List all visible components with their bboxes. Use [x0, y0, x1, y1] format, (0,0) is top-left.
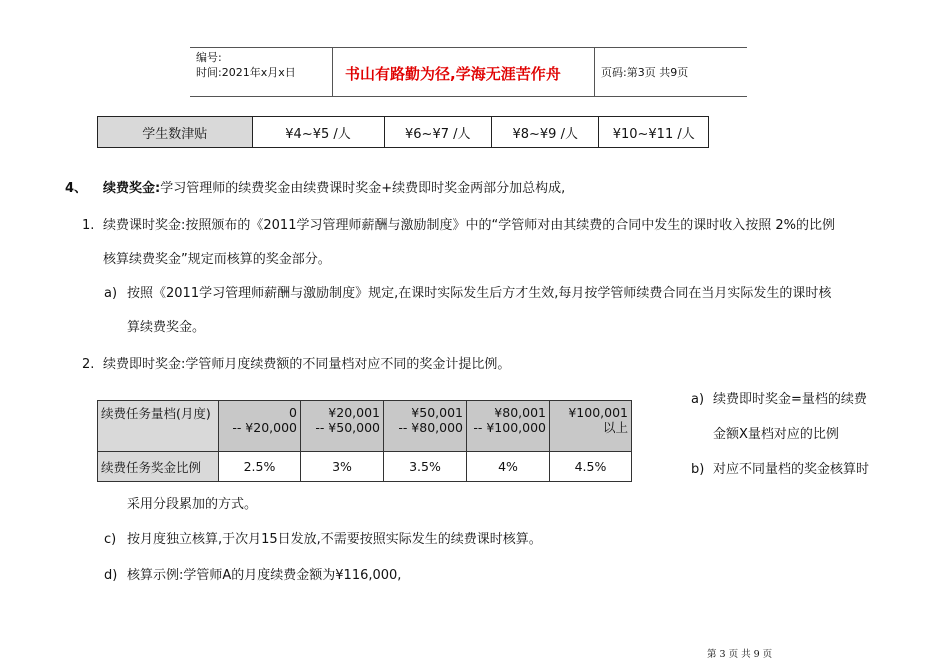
tier-header-label: 续费任务量档(月度): [98, 401, 219, 452]
section4-number: 4、: [65, 181, 88, 196]
rate-cell: 3.5%: [384, 452, 467, 482]
header-divider-right: [594, 47, 595, 96]
subsidy-cell: ¥8~¥9 /人: [492, 117, 599, 148]
side-note-a-marker: a): [691, 392, 705, 407]
header-date-label: 时间:2021年x月x日: [196, 66, 296, 79]
page-footer: 第 3 页 共 9 页: [707, 649, 773, 660]
header-page-info: 页码:第3页 共9页: [601, 66, 689, 79]
section4-heading: [65, 180, 565, 198]
tier-range-top: ¥100,001: [568, 405, 628, 420]
tier-range-bottom: 以上: [602, 420, 628, 435]
tier-range-bottom: -- ¥100,000: [473, 420, 546, 435]
rate-label-cell: 续费任务奖金比例: [98, 452, 219, 482]
side-note-a-line1: 续费即时奖金=量档的续费: [713, 392, 867, 407]
side-note-b-line1: 对应不同量档的奖金核算时: [713, 462, 870, 477]
item1-line1: 续费课时奖金:按照颁布的《2011学习管理师薪酬与激励制度》中的“学管师对由其续费的合同中发生的课时收入按照 2%的比例: [103, 218, 835, 233]
header-divider-left: [332, 47, 333, 96]
item2-number: 2.: [82, 357, 95, 372]
subsidy-cell: ¥10~¥11 /人: [599, 117, 709, 148]
continuation-text: 采用分段累加的方式。: [127, 497, 258, 512]
item2-text: 续费即时奖金:学管师月度续费额的不同量档对应不同的奖金计提比例。: [103, 357, 511, 372]
subsidy-cell: ¥4~¥5 /人: [252, 117, 384, 148]
header-top-rule: [190, 47, 747, 48]
student-subsidy-table: [97, 116, 709, 148]
table-row: [98, 401, 632, 452]
tier-range-cell: [219, 401, 301, 452]
side-note-b-marker: b): [691, 462, 705, 477]
tier-range-top: ¥20,001: [328, 405, 380, 420]
section4-title: 续费奖金:: [103, 181, 161, 196]
rate-cell: 2.5%: [219, 452, 301, 482]
item-d-marker: d): [104, 568, 118, 583]
table-row: [98, 117, 709, 148]
tier-range-top: ¥80,001: [494, 405, 546, 420]
tier-range-top: ¥50,001: [411, 405, 463, 420]
item1a-line2: 算续费奖金。: [127, 320, 206, 335]
item-c-marker: c): [104, 532, 117, 547]
tier-range-cell: [550, 401, 632, 452]
rate-cell: 4%: [467, 452, 550, 482]
table-row: [98, 452, 632, 482]
item-d-text: 核算示例:学管师A的月度续费金额为¥116,000,: [127, 568, 402, 583]
tier-range-top: 0: [289, 405, 297, 420]
subsidy-label-cell: 学生数津贴: [98, 117, 253, 148]
item1a-marker: a): [104, 286, 118, 301]
tier-range-bottom: -- ¥80,000: [398, 420, 463, 435]
header-motto: 书山有路勤为径,学海无涯苦作舟: [345, 65, 561, 83]
tier-range-bottom: -- ¥20,000: [232, 420, 297, 435]
renewal-bonus-table: [97, 400, 632, 482]
side-note-a-line2: 金额X量档对应的比例: [713, 427, 839, 442]
tier-range-cell: [384, 401, 467, 452]
rate-cell: 3%: [301, 452, 384, 482]
section4-text: 学习管理师的续费奖金由续费课时奖金+续费即时奖金两部分加总构成,: [160, 181, 566, 196]
rate-cell: 4.5%: [550, 452, 632, 482]
subsidy-cell: ¥6~¥7 /人: [384, 117, 491, 148]
tier-range-cell: [467, 401, 550, 452]
item1a-line1: 按照《2011学习管理师薪酬与激励制度》规定,在课时实际发生后方才生效,每月按学管师续费合同在当月实际发生的课时核: [127, 286, 832, 301]
item1-number: 1.: [82, 218, 95, 233]
header-bottom-rule: [190, 96, 747, 97]
item-c-text: 按月度独立核算,于次月15日发放,不需要按照实际发生的续费课时核算。: [127, 532, 542, 547]
tier-range-bottom: -- ¥50,000: [315, 420, 380, 435]
header-number-label: 编号:: [196, 51, 222, 64]
tier-range-cell: [301, 401, 384, 452]
item1-line2: 核算续费奖金”规定而核算的奖金部分。: [103, 252, 331, 267]
